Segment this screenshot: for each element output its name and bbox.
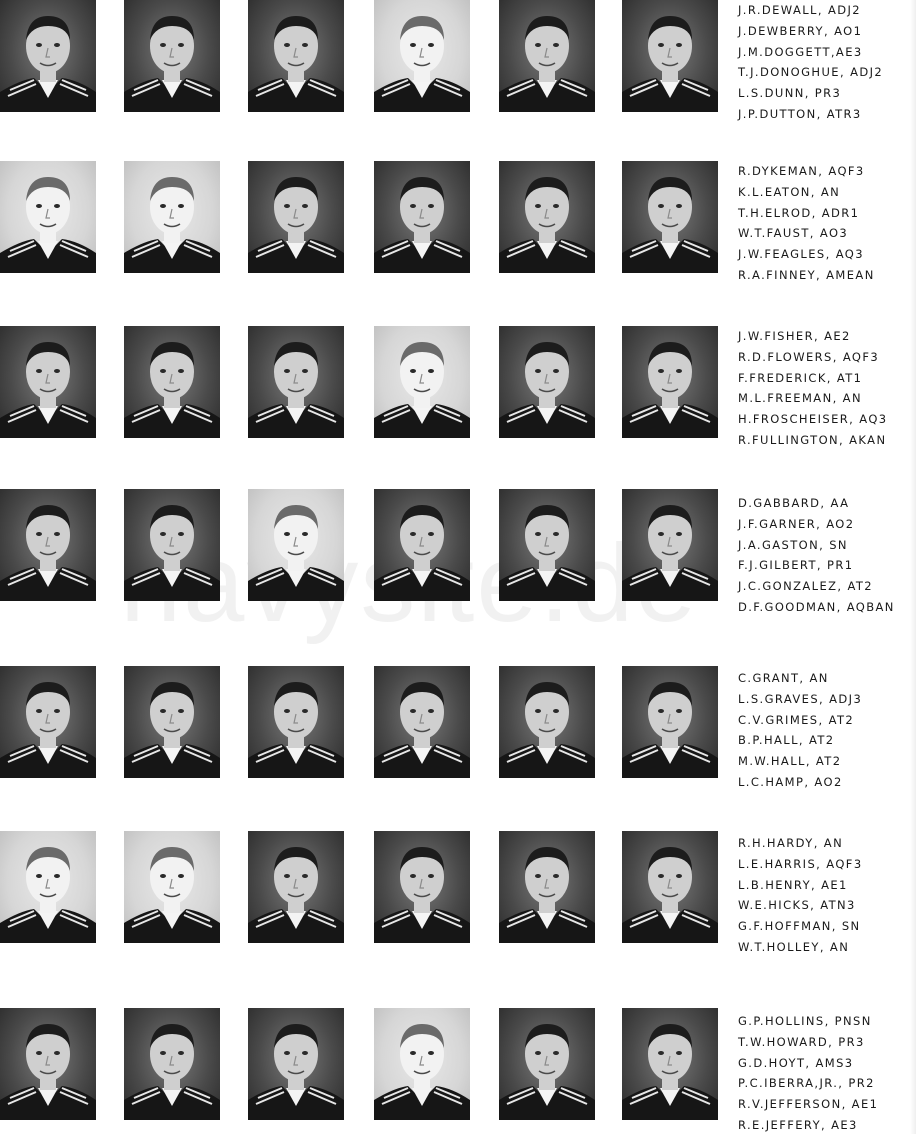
name-list	[738, 0, 916, 125]
name-entry: R.H.HARDY, AN	[738, 836, 844, 850]
name-entry: R.FULLINGTON, AKAN	[738, 432, 887, 447]
portrait-row	[0, 489, 916, 614]
name-entry: R.E.JEFFERY, AE3	[738, 1117, 858, 1132]
name-entry: F.FREDERICK, AT1	[738, 370, 863, 385]
name-entry: J.W.FEAGLES, AQ3	[738, 247, 864, 262]
portrait-photo	[0, 489, 96, 601]
portrait-photo	[374, 1008, 470, 1120]
portrait-photo	[0, 161, 96, 273]
name-entry: T.W.HOWARD, PR3	[738, 1034, 865, 1049]
portrait-photo	[0, 666, 96, 778]
name-entry: H.FROSCHEISER, AQ3	[738, 412, 888, 427]
name-entry: J.P.DUTTON, ATR3	[738, 106, 862, 121]
portrait-photo	[124, 489, 220, 601]
portrait-photo	[499, 0, 595, 112]
portrait-photo	[248, 0, 344, 112]
portrait-photo	[374, 326, 470, 438]
portrait-row	[0, 326, 916, 446]
name-entry: L.S.DUNN, PR3	[738, 86, 842, 101]
portrait-row	[0, 161, 916, 281]
portrait-photo	[0, 326, 96, 438]
name-entry: F.J.GILBERT, PR1	[738, 558, 854, 573]
portrait-photo	[248, 161, 344, 273]
portrait-photo	[124, 666, 220, 778]
portrait-photo	[248, 831, 344, 943]
name-entry: M.W.HALL, AT2	[738, 754, 842, 769]
name-entry: J.R.DEWALL, ADJ2	[738, 3, 861, 17]
name-entry: G.D.HOYT, AMS3	[738, 1055, 854, 1070]
portrait-photo	[248, 489, 344, 601]
name-entry: P.C.IBERRA,JR., PR2	[738, 1076, 875, 1091]
portrait-photo	[374, 831, 470, 943]
portrait-row	[0, 831, 916, 954]
portrait-photo	[499, 1008, 595, 1120]
portrait-photo	[374, 489, 470, 601]
name-entry: L.S.GRAVES, ADJ3	[738, 691, 863, 706]
name-entry: C.GRANT, AN	[738, 671, 829, 685]
name-entry: G.P.HOLLINS, PNSN	[738, 1014, 872, 1028]
name-entry: W.T.HOLLEY, AN	[738, 939, 850, 954]
portrait-photo	[0, 1008, 96, 1120]
portrait-photo	[124, 326, 220, 438]
portrait-photo	[124, 161, 220, 273]
name-list	[738, 668, 916, 793]
portrait-photo	[374, 0, 470, 112]
name-list	[738, 161, 916, 286]
portrait-photo	[622, 0, 718, 112]
name-list	[738, 833, 916, 958]
portrait-photo	[499, 326, 595, 438]
name-entry: K.L.EATON, AN	[738, 184, 841, 199]
portrait-photo	[248, 666, 344, 778]
name-entry: J.C.GONZALEZ, AT2	[738, 579, 874, 594]
name-entry: J.A.GASTON, SN	[738, 537, 848, 552]
portrait-photo	[622, 1008, 718, 1120]
portrait-photo	[374, 666, 470, 778]
name-entry: B.P.HALL, AT2	[738, 733, 835, 748]
name-entry: R.D.FLOWERS, AQF3	[738, 349, 880, 364]
portrait-photo	[248, 326, 344, 438]
portrait-photo	[374, 161, 470, 273]
name-list	[738, 493, 916, 618]
name-entry: W.E.HICKS, ATN3	[738, 898, 856, 913]
portrait-photo	[622, 489, 718, 601]
name-entry: L.C.HAMP, AO2	[738, 774, 843, 789]
name-entry: R.V.JEFFERSON, AE1	[738, 1097, 879, 1112]
page-edge	[910, 0, 916, 1134]
name-entry: J.W.FISHER, AE2	[738, 329, 851, 343]
name-entry: G.F.HOFFMAN, SN	[738, 919, 861, 934]
name-list	[738, 326, 916, 451]
portrait-photo	[0, 831, 96, 943]
portrait-row	[0, 0, 916, 120]
name-entry: W.T.FAUST, AO3	[738, 226, 849, 241]
portrait-photo	[622, 831, 718, 943]
portrait-photo	[499, 666, 595, 778]
name-list	[738, 1011, 916, 1136]
portrait-photo	[124, 831, 220, 943]
portrait-photo	[124, 1008, 220, 1120]
portrait-photo	[622, 666, 718, 778]
name-entry: L.B.HENRY, AE1	[738, 877, 848, 892]
name-entry: T.J.DONOGHUE, ADJ2	[738, 65, 884, 80]
name-entry: L.E.HARRIS, AQF3	[738, 856, 863, 871]
name-entry: M.L.FREEMAN, AN	[738, 391, 862, 406]
name-entry: C.V.GRIMES, AT2	[738, 712, 855, 727]
name-entry: D.GABBARD, AA	[738, 496, 850, 510]
portrait-photo	[248, 1008, 344, 1120]
portrait-photo	[499, 161, 595, 273]
name-entry: J.M.DOGGETT,AE3	[738, 44, 863, 59]
name-entry: T.H.ELROD, ADR1	[738, 205, 860, 220]
portrait-row	[0, 666, 916, 789]
portrait-photo	[0, 0, 96, 112]
name-entry: J.F.GARNER, AO2	[738, 516, 855, 531]
portrait-photo	[499, 831, 595, 943]
portrait-photo	[622, 326, 718, 438]
portrait-photo	[622, 161, 718, 273]
portrait-photo	[124, 0, 220, 112]
name-entry: R.A.FINNEY, AMEAN	[738, 267, 875, 282]
name-entry: D.F.GOODMAN, AQBAN	[738, 599, 895, 614]
portrait-photo	[499, 489, 595, 601]
name-entry: J.DEWBERRY, AO1	[738, 23, 863, 38]
portrait-row	[0, 1008, 916, 1132]
name-entry: R.DYKEMAN, AQF3	[738, 164, 865, 178]
